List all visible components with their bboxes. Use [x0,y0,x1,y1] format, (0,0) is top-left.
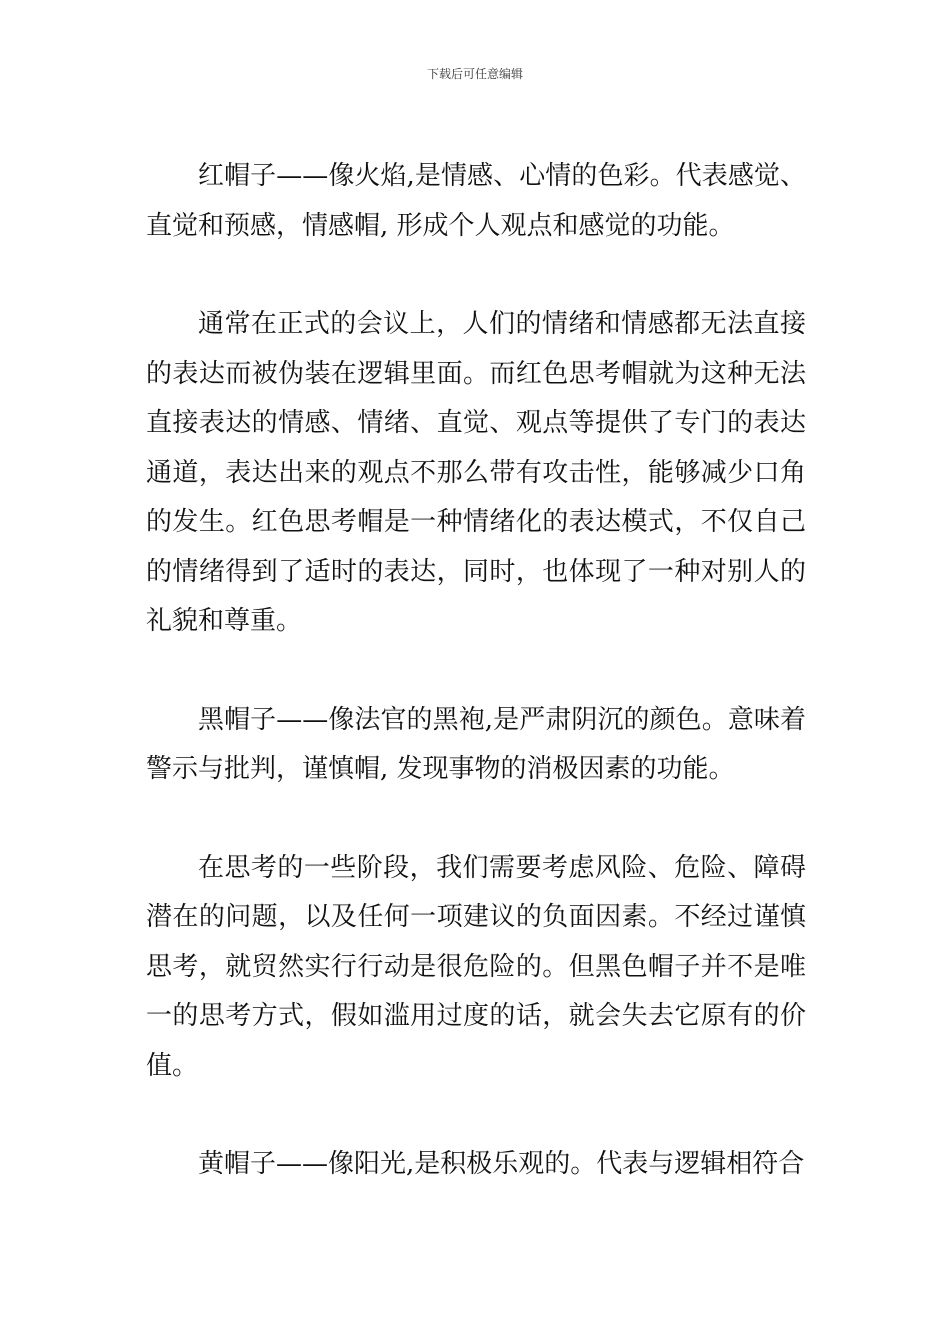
paragraph-yellow-hat: 黄帽子——像阳光,是积极乐观的。代表与逻辑相符合 [198,1149,805,1179]
paragraph-red-hat: 红帽子——像火焰,是情感、心情的色彩。代表感觉、直觉和预感，情感帽, 形成个人观点和感觉的功能。 [146,161,806,241]
paragraph-red-hat-detail: 通常在正式的会议上，人们的情绪和情感都无法直接的表达而被伪装在逻辑里面。而红色思考帽就为这种无法直接表达的情感、情绪、直觉、观点等提供了专门的表达通道，表达出来的观点不那么带有攻击性，能够减少口角的发生。红色思考帽是一种情绪化的表达模式，不仅自己的情绪得到了适时的表达，同时，也体现了一种对别人的礼貌和尊重。 [146,309,806,636]
paragraph-black-hat: 黑帽子——像法官的黑袍,是严肃阴沉的颜色。意味着警示与批判，谨慎帽, 发现事物的消极因素的功能。 [146,704,806,784]
paragraph-black-hat-detail: 在思考的一些阶段，我们需要考虑风险、危险、障碍潜在的问题，以及任何一项建议的负面因素。不经过谨慎思考，就贸然实行行动是很危险的。但黑色帽子并不是唯一的思考方式，假如滥用过度的话，就会失去它原有的价值。 [146,852,806,1081]
page-header: 下载后可任意编辑 [426,67,523,81]
document-body [146,152,806,1239]
